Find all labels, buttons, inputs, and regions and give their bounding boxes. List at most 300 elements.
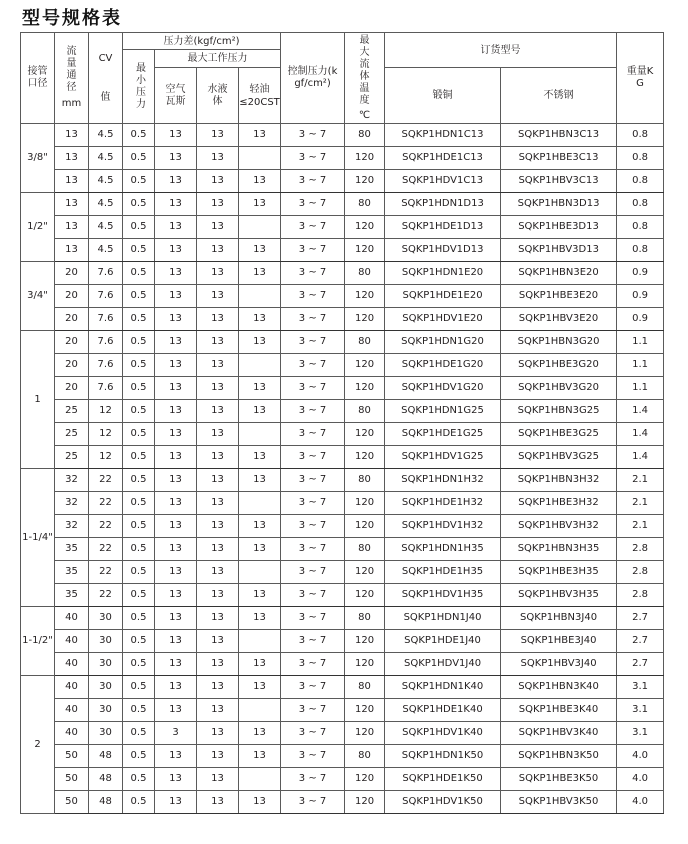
cell-brass-model: SQKP1HDE1H32 bbox=[385, 492, 501, 515]
cell-control-pressure: 3 ~ 7 bbox=[281, 239, 345, 262]
cell-water-pressure: 13 bbox=[197, 561, 239, 584]
header-flow-diameter bbox=[55, 33, 89, 124]
cell-max-temp: 120 bbox=[345, 699, 385, 722]
cell-min-pressure: 0.5 bbox=[123, 446, 155, 469]
cell-control-pressure: 3 ~ 7 bbox=[281, 745, 345, 768]
table-row bbox=[21, 538, 664, 561]
header-max-temp-label: 最大流体温度 bbox=[359, 34, 370, 106]
cell-control-pressure: 3 ~ 7 bbox=[281, 285, 345, 308]
cell-stainless-model: SQKP1HBE3G25 bbox=[501, 423, 617, 446]
cell-flow-diameter: 20 bbox=[55, 308, 89, 331]
table-row bbox=[21, 492, 664, 515]
cell-brass-model: SQKP1HDE1E20 bbox=[385, 285, 501, 308]
cell-air-pressure: 13 bbox=[155, 193, 197, 216]
cell-cv: 12 bbox=[89, 446, 123, 469]
cell-max-temp: 80 bbox=[345, 262, 385, 285]
cell-port-size: 1/2" bbox=[21, 193, 55, 262]
cell-oil-pressure: 13 bbox=[239, 377, 281, 400]
cell-cv: 30 bbox=[89, 607, 123, 630]
cell-water-pressure: 13 bbox=[197, 699, 239, 722]
cell-cv: 22 bbox=[89, 492, 123, 515]
cell-flow-diameter: 20 bbox=[55, 354, 89, 377]
table-row bbox=[21, 308, 664, 331]
cell-cv: 7.6 bbox=[89, 331, 123, 354]
cell-min-pressure: 0.5 bbox=[123, 170, 155, 193]
cell-water-pressure: 13 bbox=[197, 308, 239, 331]
cell-port-size: 1 bbox=[21, 331, 55, 469]
cell-flow-diameter: 40 bbox=[55, 607, 89, 630]
table-row bbox=[21, 676, 664, 699]
cell-air-pressure: 13 bbox=[155, 492, 197, 515]
cell-brass-model: SQKP1HDE1D13 bbox=[385, 216, 501, 239]
cell-brass-model: SQKP1HDN1G20 bbox=[385, 331, 501, 354]
cell-max-temp: 120 bbox=[345, 147, 385, 170]
cell-air-pressure: 13 bbox=[155, 262, 197, 285]
cell-max-temp: 120 bbox=[345, 216, 385, 239]
cell-control-pressure: 3 ~ 7 bbox=[281, 170, 345, 193]
cell-min-pressure: 0.5 bbox=[123, 791, 155, 814]
cell-oil-pressure: 13 bbox=[239, 124, 281, 147]
cell-stainless-model: SQKP1HBN3C13 bbox=[501, 124, 617, 147]
cell-air-pressure: 13 bbox=[155, 354, 197, 377]
cell-oil-pressure: 13 bbox=[239, 791, 281, 814]
cell-min-pressure: 0.5 bbox=[123, 308, 155, 331]
cell-flow-diameter: 50 bbox=[55, 791, 89, 814]
cell-brass-model: SQKP1HDE1J40 bbox=[385, 630, 501, 653]
cell-min-pressure: 0.5 bbox=[123, 561, 155, 584]
cell-flow-diameter: 13 bbox=[55, 124, 89, 147]
cell-air-pressure: 13 bbox=[155, 170, 197, 193]
header-oil bbox=[239, 68, 281, 124]
table-row bbox=[21, 791, 664, 814]
cell-min-pressure: 0.5 bbox=[123, 331, 155, 354]
cell-brass-model: SQKP1HDN1K50 bbox=[385, 745, 501, 768]
cell-cv: 22 bbox=[89, 561, 123, 584]
cell-stainless-model: SQKP1HBV3H32 bbox=[501, 515, 617, 538]
cell-air-pressure: 13 bbox=[155, 400, 197, 423]
cell-flow-diameter: 40 bbox=[55, 630, 89, 653]
cell-oil-pressure bbox=[239, 423, 281, 446]
cell-oil-pressure: 13 bbox=[239, 262, 281, 285]
cell-max-temp: 120 bbox=[345, 722, 385, 745]
cell-water-pressure: 13 bbox=[197, 653, 239, 676]
cell-max-temp: 80 bbox=[345, 469, 385, 492]
cell-oil-pressure bbox=[239, 354, 281, 377]
cell-max-temp: 120 bbox=[345, 354, 385, 377]
cell-air-pressure: 13 bbox=[155, 791, 197, 814]
cell-air-pressure: 13 bbox=[155, 584, 197, 607]
cell-water-pressure: 13 bbox=[197, 630, 239, 653]
header-max-working-pressure: 最大工作压力 bbox=[155, 50, 281, 68]
cell-weight: 2.7 bbox=[617, 653, 664, 676]
table-row bbox=[21, 423, 664, 446]
cell-oil-pressure bbox=[239, 216, 281, 239]
cell-cv: 12 bbox=[89, 423, 123, 446]
cell-control-pressure: 3 ~ 7 bbox=[281, 193, 345, 216]
table-row bbox=[21, 722, 664, 745]
header-order-model: 订货型号 bbox=[385, 33, 617, 68]
cell-stainless-model: SQKP1HBE3H32 bbox=[501, 492, 617, 515]
table-row bbox=[21, 630, 664, 653]
header-flow-diameter-label: 流量通径 bbox=[66, 46, 77, 93]
cell-max-temp: 120 bbox=[345, 170, 385, 193]
table-row bbox=[21, 354, 664, 377]
cell-weight: 4.0 bbox=[617, 791, 664, 814]
cell-stainless-model: SQKP1HBE3D13 bbox=[501, 216, 617, 239]
table-row bbox=[21, 170, 664, 193]
cell-port-size: 1-1/2" bbox=[21, 607, 55, 676]
cell-water-pressure: 13 bbox=[197, 607, 239, 630]
table-row bbox=[21, 653, 664, 676]
cell-cv: 4.5 bbox=[89, 170, 123, 193]
cell-weight: 3.1 bbox=[617, 722, 664, 745]
cell-weight: 4.0 bbox=[617, 745, 664, 768]
cell-air-pressure: 3 bbox=[155, 722, 197, 745]
cell-brass-model: SQKP1HDV1D13 bbox=[385, 239, 501, 262]
cell-control-pressure: 3 ~ 7 bbox=[281, 147, 345, 170]
cell-brass-model: SQKP1HDN1C13 bbox=[385, 124, 501, 147]
cell-water-pressure: 13 bbox=[197, 423, 239, 446]
cell-flow-diameter: 35 bbox=[55, 584, 89, 607]
cell-flow-diameter: 32 bbox=[55, 492, 89, 515]
cell-max-temp: 120 bbox=[345, 423, 385, 446]
cell-control-pressure: 3 ~ 7 bbox=[281, 124, 345, 147]
cell-min-pressure: 0.5 bbox=[123, 285, 155, 308]
cell-min-pressure: 0.5 bbox=[123, 262, 155, 285]
cell-oil-pressure bbox=[239, 561, 281, 584]
cell-oil-pressure: 13 bbox=[239, 170, 281, 193]
cell-air-pressure: 13 bbox=[155, 285, 197, 308]
cell-min-pressure: 0.5 bbox=[123, 492, 155, 515]
cell-weight: 2.8 bbox=[617, 561, 664, 584]
cell-weight: 3.1 bbox=[617, 676, 664, 699]
cell-stainless-model: SQKP1HBV3G20 bbox=[501, 377, 617, 400]
cell-control-pressure: 3 ~ 7 bbox=[281, 400, 345, 423]
cell-max-temp: 120 bbox=[345, 285, 385, 308]
cell-max-temp: 120 bbox=[345, 239, 385, 262]
cell-port-size: 2 bbox=[21, 676, 55, 814]
cell-air-pressure: 13 bbox=[155, 423, 197, 446]
cell-min-pressure: 0.5 bbox=[123, 653, 155, 676]
cell-brass-model: SQKP1HDN1H35 bbox=[385, 538, 501, 561]
cell-weight: 1.1 bbox=[617, 354, 664, 377]
cell-min-pressure: 0.5 bbox=[123, 538, 155, 561]
table-row bbox=[21, 607, 664, 630]
cell-min-pressure: 0.5 bbox=[123, 722, 155, 745]
cell-water-pressure: 13 bbox=[197, 745, 239, 768]
cell-cv: 30 bbox=[89, 699, 123, 722]
cell-flow-diameter: 20 bbox=[55, 377, 89, 400]
table-row bbox=[21, 262, 664, 285]
cell-weight: 2.1 bbox=[617, 515, 664, 538]
cell-brass-model: SQKP1HDV1H32 bbox=[385, 515, 501, 538]
cell-control-pressure: 3 ~ 7 bbox=[281, 515, 345, 538]
table-row bbox=[21, 446, 664, 469]
cell-brass-model: SQKP1HDV1H35 bbox=[385, 584, 501, 607]
cell-flow-diameter: 32 bbox=[55, 515, 89, 538]
table-row bbox=[21, 377, 664, 400]
cell-air-pressure: 13 bbox=[155, 745, 197, 768]
cell-water-pressure: 13 bbox=[197, 170, 239, 193]
cell-min-pressure: 0.5 bbox=[123, 745, 155, 768]
cell-flow-diameter: 40 bbox=[55, 722, 89, 745]
header-water: 水液体 bbox=[197, 68, 239, 124]
cell-flow-diameter: 13 bbox=[55, 239, 89, 262]
cell-control-pressure: 3 ~ 7 bbox=[281, 584, 345, 607]
cell-oil-pressure bbox=[239, 699, 281, 722]
cell-control-pressure: 3 ~ 7 bbox=[281, 331, 345, 354]
cell-min-pressure: 0.5 bbox=[123, 469, 155, 492]
cell-water-pressure: 13 bbox=[197, 492, 239, 515]
cell-brass-model: SQKP1HDV1G25 bbox=[385, 446, 501, 469]
cell-air-pressure: 13 bbox=[155, 446, 197, 469]
cell-control-pressure: 3 ~ 7 bbox=[281, 768, 345, 791]
cell-max-temp: 80 bbox=[345, 400, 385, 423]
header-cv bbox=[89, 33, 123, 124]
header-oil-sub: ≤20CST bbox=[239, 96, 280, 108]
cell-stainless-model: SQKP1HBV3K40 bbox=[501, 722, 617, 745]
header-port: 接管口径 bbox=[21, 33, 55, 124]
cell-min-pressure: 0.5 bbox=[123, 768, 155, 791]
cell-max-temp: 80 bbox=[345, 538, 385, 561]
cell-min-pressure: 0.5 bbox=[123, 515, 155, 538]
cell-weight: 1.4 bbox=[617, 400, 664, 423]
table-row bbox=[21, 124, 664, 147]
cell-stainless-model: SQKP1HBN3K40 bbox=[501, 676, 617, 699]
cell-brass-model: SQKP1HDN1J40 bbox=[385, 607, 501, 630]
cell-water-pressure: 13 bbox=[197, 722, 239, 745]
cell-brass-model: SQKP1HDE1H35 bbox=[385, 561, 501, 584]
cell-weight: 0.8 bbox=[617, 239, 664, 262]
cell-water-pressure: 13 bbox=[197, 676, 239, 699]
cell-weight: 2.7 bbox=[617, 607, 664, 630]
cell-oil-pressure: 13 bbox=[239, 308, 281, 331]
header-flow-unit: mm bbox=[61, 98, 82, 109]
cell-cv: 4.5 bbox=[89, 147, 123, 170]
page-title: 型号规格表 bbox=[22, 8, 122, 29]
cell-oil-pressure: 13 bbox=[239, 515, 281, 538]
cell-weight: 2.1 bbox=[617, 492, 664, 515]
cell-max-temp: 120 bbox=[345, 584, 385, 607]
cell-max-temp: 120 bbox=[345, 515, 385, 538]
cell-min-pressure: 0.5 bbox=[123, 193, 155, 216]
cell-min-pressure: 0.5 bbox=[123, 216, 155, 239]
cell-air-pressure: 13 bbox=[155, 124, 197, 147]
header-cv-label: CV bbox=[98, 53, 113, 64]
cell-air-pressure: 13 bbox=[155, 561, 197, 584]
table-row bbox=[21, 285, 664, 308]
cell-air-pressure: 13 bbox=[155, 331, 197, 354]
cell-water-pressure: 13 bbox=[197, 354, 239, 377]
cell-brass-model: SQKP1HDN1G25 bbox=[385, 400, 501, 423]
header-temp-unit: ℃ bbox=[358, 109, 371, 121]
cell-weight: 0.8 bbox=[617, 147, 664, 170]
cell-water-pressure: 13 bbox=[197, 193, 239, 216]
cell-control-pressure: 3 ~ 7 bbox=[281, 492, 345, 515]
cell-max-temp: 120 bbox=[345, 630, 385, 653]
cell-port-size: 1-1/4" bbox=[21, 469, 55, 607]
cell-brass-model: SQKP1HDN1E20 bbox=[385, 262, 501, 285]
cell-air-pressure: 13 bbox=[155, 607, 197, 630]
cell-min-pressure: 0.5 bbox=[123, 239, 155, 262]
cell-brass-model: SQKP1HDN1D13 bbox=[385, 193, 501, 216]
table-row bbox=[21, 515, 664, 538]
header-air: 空气瓦斯 bbox=[155, 68, 197, 124]
cell-cv: 7.6 bbox=[89, 377, 123, 400]
cell-max-temp: 80 bbox=[345, 607, 385, 630]
cell-flow-diameter: 35 bbox=[55, 538, 89, 561]
cell-oil-pressure bbox=[239, 630, 281, 653]
cell-air-pressure: 13 bbox=[155, 699, 197, 722]
cell-control-pressure: 3 ~ 7 bbox=[281, 791, 345, 814]
cell-flow-diameter: 40 bbox=[55, 653, 89, 676]
cell-min-pressure: 0.5 bbox=[123, 607, 155, 630]
cell-air-pressure: 13 bbox=[155, 239, 197, 262]
cell-cv: 22 bbox=[89, 584, 123, 607]
cell-oil-pressure: 13 bbox=[239, 607, 281, 630]
cell-port-size: 3/8" bbox=[21, 124, 55, 193]
table-row bbox=[21, 216, 664, 239]
table-row bbox=[21, 147, 664, 170]
cell-cv: 22 bbox=[89, 515, 123, 538]
cell-oil-pressure: 13 bbox=[239, 469, 281, 492]
cell-max-temp: 120 bbox=[345, 653, 385, 676]
cell-air-pressure: 13 bbox=[155, 216, 197, 239]
header-weight: 重量KG bbox=[617, 33, 664, 124]
cell-stainless-model: SQKP1HBE3J40 bbox=[501, 630, 617, 653]
cell-cv: 30 bbox=[89, 676, 123, 699]
cell-weight: 0.9 bbox=[617, 262, 664, 285]
cell-flow-diameter: 25 bbox=[55, 446, 89, 469]
cell-min-pressure: 0.5 bbox=[123, 423, 155, 446]
cell-cv: 7.6 bbox=[89, 354, 123, 377]
cell-min-pressure: 0.5 bbox=[123, 630, 155, 653]
cell-weight: 1.1 bbox=[617, 331, 664, 354]
cell-cv: 12 bbox=[89, 400, 123, 423]
cell-weight: 0.9 bbox=[617, 308, 664, 331]
header-max-temp bbox=[345, 33, 385, 124]
cell-control-pressure: 3 ~ 7 bbox=[281, 308, 345, 331]
cell-stainless-model: SQKP1HBN3D13 bbox=[501, 193, 617, 216]
table-row bbox=[21, 193, 664, 216]
cell-weight: 0.8 bbox=[617, 170, 664, 193]
cell-oil-pressure: 13 bbox=[239, 239, 281, 262]
table-header bbox=[21, 33, 664, 124]
cell-stainless-model: SQKP1HBE3E20 bbox=[501, 285, 617, 308]
cell-cv: 4.5 bbox=[89, 124, 123, 147]
cell-water-pressure: 13 bbox=[197, 124, 239, 147]
table-body bbox=[21, 124, 664, 814]
cell-oil-pressure: 13 bbox=[239, 331, 281, 354]
cell-oil-pressure: 13 bbox=[239, 653, 281, 676]
cell-cv: 48 bbox=[89, 791, 123, 814]
cell-stainless-model: SQKP1HBN3G20 bbox=[501, 331, 617, 354]
cell-stainless-model: SQKP1HBN3H35 bbox=[501, 538, 617, 561]
cell-air-pressure: 13 bbox=[155, 515, 197, 538]
cell-weight: 3.1 bbox=[617, 699, 664, 722]
cell-water-pressure: 13 bbox=[197, 262, 239, 285]
cell-max-temp: 120 bbox=[345, 791, 385, 814]
cell-oil-pressure: 13 bbox=[239, 193, 281, 216]
cell-flow-diameter: 20 bbox=[55, 285, 89, 308]
cell-max-temp: 120 bbox=[345, 446, 385, 469]
cell-water-pressure: 13 bbox=[197, 331, 239, 354]
cell-cv: 48 bbox=[89, 768, 123, 791]
cell-stainless-model: SQKP1HBN3J40 bbox=[501, 607, 617, 630]
cell-water-pressure: 13 bbox=[197, 285, 239, 308]
cell-water-pressure: 13 bbox=[197, 538, 239, 561]
cell-flow-diameter: 13 bbox=[55, 216, 89, 239]
cell-oil-pressure: 13 bbox=[239, 722, 281, 745]
header-control-pressure-label: 控制压力(kgf/cm²) bbox=[287, 66, 338, 89]
cell-min-pressure: 0.5 bbox=[123, 584, 155, 607]
cell-control-pressure: 3 ~ 7 bbox=[281, 538, 345, 561]
cell-stainless-model: SQKP1HBV3D13 bbox=[501, 239, 617, 262]
cell-air-pressure: 13 bbox=[155, 308, 197, 331]
cell-control-pressure: 3 ~ 7 bbox=[281, 699, 345, 722]
cell-max-temp: 120 bbox=[345, 308, 385, 331]
cell-stainless-model: SQKP1HBE3G20 bbox=[501, 354, 617, 377]
cell-water-pressure: 13 bbox=[197, 446, 239, 469]
cell-control-pressure: 3 ~ 7 bbox=[281, 722, 345, 745]
cell-max-temp: 80 bbox=[345, 331, 385, 354]
cell-weight: 2.8 bbox=[617, 538, 664, 561]
cell-stainless-model: SQKP1HBV3C13 bbox=[501, 170, 617, 193]
cell-cv: 22 bbox=[89, 469, 123, 492]
cell-brass-model: SQKP1HDE1K40 bbox=[385, 699, 501, 722]
cell-oil-pressure: 13 bbox=[239, 584, 281, 607]
cell-max-temp: 80 bbox=[345, 745, 385, 768]
header-control-pressure bbox=[281, 33, 345, 124]
cell-oil-pressure bbox=[239, 285, 281, 308]
cell-min-pressure: 0.5 bbox=[123, 124, 155, 147]
cell-water-pressure: 13 bbox=[197, 469, 239, 492]
cell-flow-diameter: 32 bbox=[55, 469, 89, 492]
cell-port-size: 3/4" bbox=[21, 262, 55, 331]
cell-brass-model: SQKP1HDE1K50 bbox=[385, 768, 501, 791]
header-min-pressure: 最小压力 bbox=[123, 50, 155, 124]
cell-weight: 0.9 bbox=[617, 285, 664, 308]
cell-water-pressure: 13 bbox=[197, 239, 239, 262]
cell-flow-diameter: 20 bbox=[55, 331, 89, 354]
cell-cv: 4.5 bbox=[89, 216, 123, 239]
cell-brass-model: SQKP1HDN1K40 bbox=[385, 676, 501, 699]
cell-weight: 1.4 bbox=[617, 423, 664, 446]
cell-min-pressure: 0.5 bbox=[123, 400, 155, 423]
cell-control-pressure: 3 ~ 7 bbox=[281, 446, 345, 469]
cell-stainless-model: SQKP1HBN3K50 bbox=[501, 745, 617, 768]
cell-weight: 2.1 bbox=[617, 469, 664, 492]
cell-water-pressure: 13 bbox=[197, 377, 239, 400]
spec-table bbox=[20, 32, 664, 814]
table-row bbox=[21, 331, 664, 354]
cell-max-temp: 120 bbox=[345, 768, 385, 791]
cell-weight: 0.8 bbox=[617, 124, 664, 147]
cell-oil-pressure: 13 bbox=[239, 400, 281, 423]
cell-oil-pressure: 13 bbox=[239, 676, 281, 699]
cell-control-pressure: 3 ~ 7 bbox=[281, 653, 345, 676]
cell-control-pressure: 3 ~ 7 bbox=[281, 377, 345, 400]
header-brass: 锻铜 bbox=[385, 68, 501, 124]
cell-flow-diameter: 25 bbox=[55, 400, 89, 423]
cell-max-temp: 80 bbox=[345, 124, 385, 147]
cell-control-pressure: 3 ~ 7 bbox=[281, 630, 345, 653]
cell-flow-diameter: 13 bbox=[55, 193, 89, 216]
cell-air-pressure: 13 bbox=[155, 768, 197, 791]
table-row bbox=[21, 745, 664, 768]
cell-cv: 48 bbox=[89, 745, 123, 768]
cell-cv: 7.6 bbox=[89, 308, 123, 331]
